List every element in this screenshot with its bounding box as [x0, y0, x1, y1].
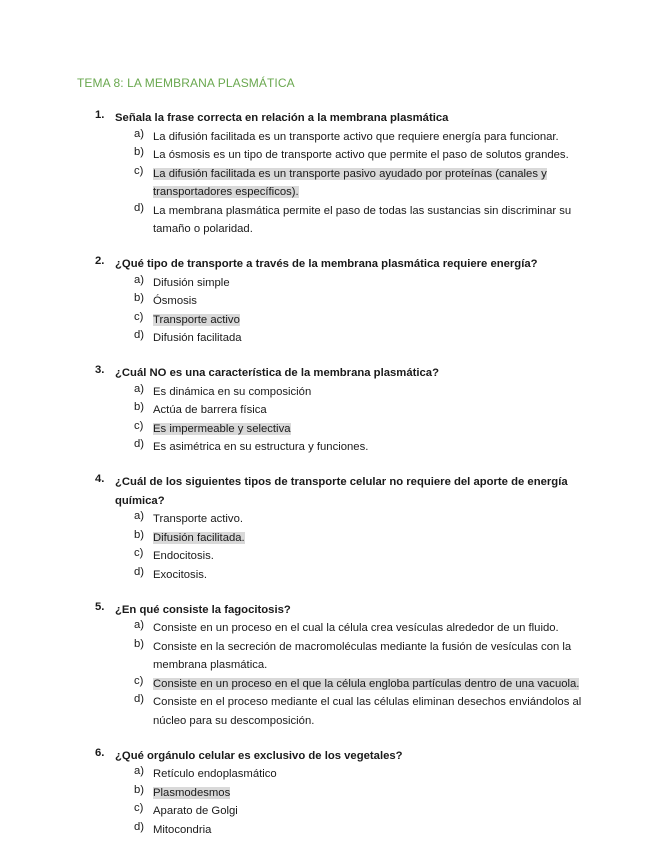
answer-option [0, 328, 655, 347]
option-text: Es asimétrica en su estructura y funciones. [153, 441, 369, 453]
option-text: Transporte activo [153, 313, 240, 326]
page-title: TEMA 8: LA MEMBRANA PLASMÁTICA [77, 76, 295, 90]
option-letter: d) [134, 693, 145, 705]
option-text: Transporte activo. [153, 513, 243, 525]
option-text: Retículo endoplasmático [153, 768, 277, 780]
option-letter: c) [134, 164, 144, 177]
option-letter: b) [134, 146, 145, 158]
option-text: La difusión facilitada es un transporte activo que requiere energía para funcionar. [153, 130, 559, 143]
option-letter: b) [134, 637, 145, 650]
answer-option [0, 820, 655, 839]
answer-option [0, 637, 655, 674]
answer-option-highlighted [0, 783, 655, 802]
option-text: Consiste en el proceso mediante el cual las células eliminan desechos enviándolos al núcleo para su descomposición. [153, 696, 582, 727]
option-text: La membrana plasmática permite el paso de todas las sustancias sin discriminar su tamaño o polaridad. [153, 204, 572, 235]
answer-option [0, 565, 655, 584]
option-text: Mitocondria [153, 823, 212, 836]
option-text: Difusión facilitada. [153, 531, 245, 544]
option-letter: d) [134, 820, 145, 833]
answer-option [0, 291, 655, 310]
answer-option [0, 382, 655, 401]
option-letter: c) [134, 310, 144, 323]
option-letter: d) [134, 438, 145, 450]
answer-option [0, 509, 655, 528]
question-text: Señala la frase correcta en relación a la membrana plasmática [115, 112, 449, 124]
question-list [0, 108, 655, 855]
option-text: Consiste en un proceso en el que la célula engloba partículas dentro de una vacuola. [153, 677, 580, 690]
answer-option [0, 692, 655, 729]
answer-option [0, 201, 655, 238]
answer-option [0, 764, 655, 783]
option-text: Difusión facilitada [153, 332, 242, 344]
question-5 [0, 600, 655, 730]
option-text: La ósmosis es un tipo de transporte activo que permite el paso de solutos grandes. [153, 149, 569, 161]
answer-option [0, 437, 655, 456]
option-letter: a) [134, 510, 145, 522]
option-letter: a) [134, 127, 145, 140]
option-letter: a) [134, 273, 145, 286]
answer-option [0, 273, 655, 292]
option-text: Endocitosis. [153, 550, 214, 562]
question-4 [0, 472, 655, 583]
option-text: Plasmodesmos [153, 786, 231, 799]
question-6 [0, 746, 655, 839]
option-letter: a) [134, 619, 145, 631]
answer-option [0, 618, 655, 637]
question-text: ¿Qué orgánulo celular es exclusivo de los vegetales? [115, 749, 403, 762]
answer-option-highlighted [0, 674, 655, 693]
option-text: Es dinámica en su composición [153, 385, 312, 398]
question-text: ¿Cuál de los siguientes tipos de transporte celular no requiere del aporte de energía química? [115, 476, 568, 507]
answer-option [0, 546, 655, 565]
option-letter: b) [134, 528, 145, 541]
option-text: Aparato de Golgi [153, 805, 238, 817]
answer-option [0, 127, 655, 146]
question-text: ¿En qué consiste la fagocitosis? [115, 603, 291, 616]
option-letter: a) [134, 382, 145, 395]
option-letter: b) [134, 292, 145, 304]
option-text: Consiste en la secreción de macromoléculas mediante la fusión de vesículas con la membrana plasmática. [153, 640, 572, 671]
answer-option-highlighted [0, 419, 655, 438]
option-letter: a) [134, 765, 145, 777]
question-3 [0, 363, 655, 456]
question-number: 2. [95, 255, 105, 267]
option-letter: d) [134, 201, 145, 214]
answer-option [0, 400, 655, 419]
option-text: Ósmosis [153, 295, 197, 307]
option-letter: c) [134, 547, 144, 559]
option-letter: c) [134, 674, 144, 687]
option-letter: b) [134, 401, 145, 413]
question-2 [0, 254, 655, 347]
option-text: Exocitosis. [153, 568, 207, 581]
option-text: Es impermeable y selectiva [153, 422, 291, 435]
answer-option-highlighted [0, 310, 655, 329]
question-text: ¿Qué tipo de transporte a través de la membrana plasmática requiere energía? [115, 258, 538, 270]
option-text: Consiste en un proceso en el cual la célula crea vesículas alrededor de un fluido. [153, 622, 559, 634]
answer-option [0, 145, 655, 164]
option-text: Difusión simple [153, 276, 230, 289]
answer-option [0, 801, 655, 820]
option-text: Actúa de barrera física [153, 404, 267, 416]
option-letter: c) [134, 802, 144, 814]
question-number: 6. [95, 746, 105, 759]
option-letter: d) [134, 329, 145, 341]
question-number: 4. [95, 473, 105, 485]
option-text: La difusión facilitada es un transporte pasivo ayudado por proteínas (canales y transportadores específicos). [153, 167, 547, 198]
option-letter: c) [134, 419, 144, 432]
question-number: 1. [95, 109, 105, 121]
answer-option-highlighted [0, 528, 655, 547]
question-text: ¿Cuál NO es una característica de la membrana plasmática? [115, 367, 439, 379]
question-1 [0, 108, 655, 238]
question-number: 3. [95, 364, 105, 376]
option-letter: b) [134, 783, 145, 796]
question-number: 5. [95, 600, 105, 613]
answer-option-highlighted [0, 164, 655, 201]
option-letter: d) [134, 565, 145, 578]
